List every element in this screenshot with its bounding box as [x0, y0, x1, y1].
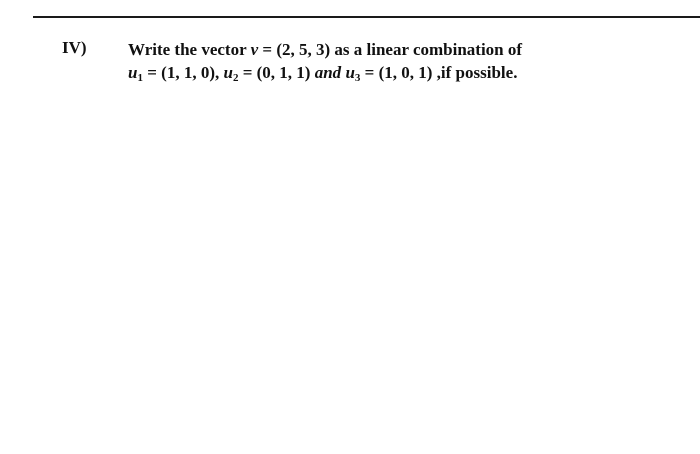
equals-sign: =: [360, 63, 379, 82]
vector-u2-symbol: u: [223, 63, 233, 82]
problem-line-1: [128, 38, 522, 61]
statement-continuation: as a linear combination of: [330, 40, 523, 59]
statement-ending: ,if possible.: [432, 63, 518, 82]
problem-number: IV): [62, 38, 87, 57]
top-divider: [33, 16, 700, 18]
problem-statement: [128, 38, 522, 84]
vector-u2-value: (0, 1, 1): [256, 63, 311, 82]
equals-sign: =: [238, 63, 257, 82]
u1-subscript: 1: [137, 72, 143, 84]
vector-v-value: (2, 5, 3): [276, 40, 331, 59]
u2-subscript: 2: [232, 72, 239, 84]
equals-sign: =: [258, 40, 277, 59]
and-word: and: [310, 63, 346, 82]
equals-sign: =: [142, 63, 162, 82]
vector-v-symbol: v: [250, 40, 259, 59]
vector-u3-value: (1, 0, 1): [378, 63, 433, 82]
statement-intro: Write the vector: [128, 40, 251, 59]
u3-subscript: 3: [354, 72, 361, 84]
vector-u1-value: (1, 1, 0),: [161, 63, 220, 82]
vector-u1-symbol: u: [128, 63, 138, 82]
problem-line-2: [128, 61, 522, 84]
vector-u3-symbol: u: [345, 63, 355, 82]
